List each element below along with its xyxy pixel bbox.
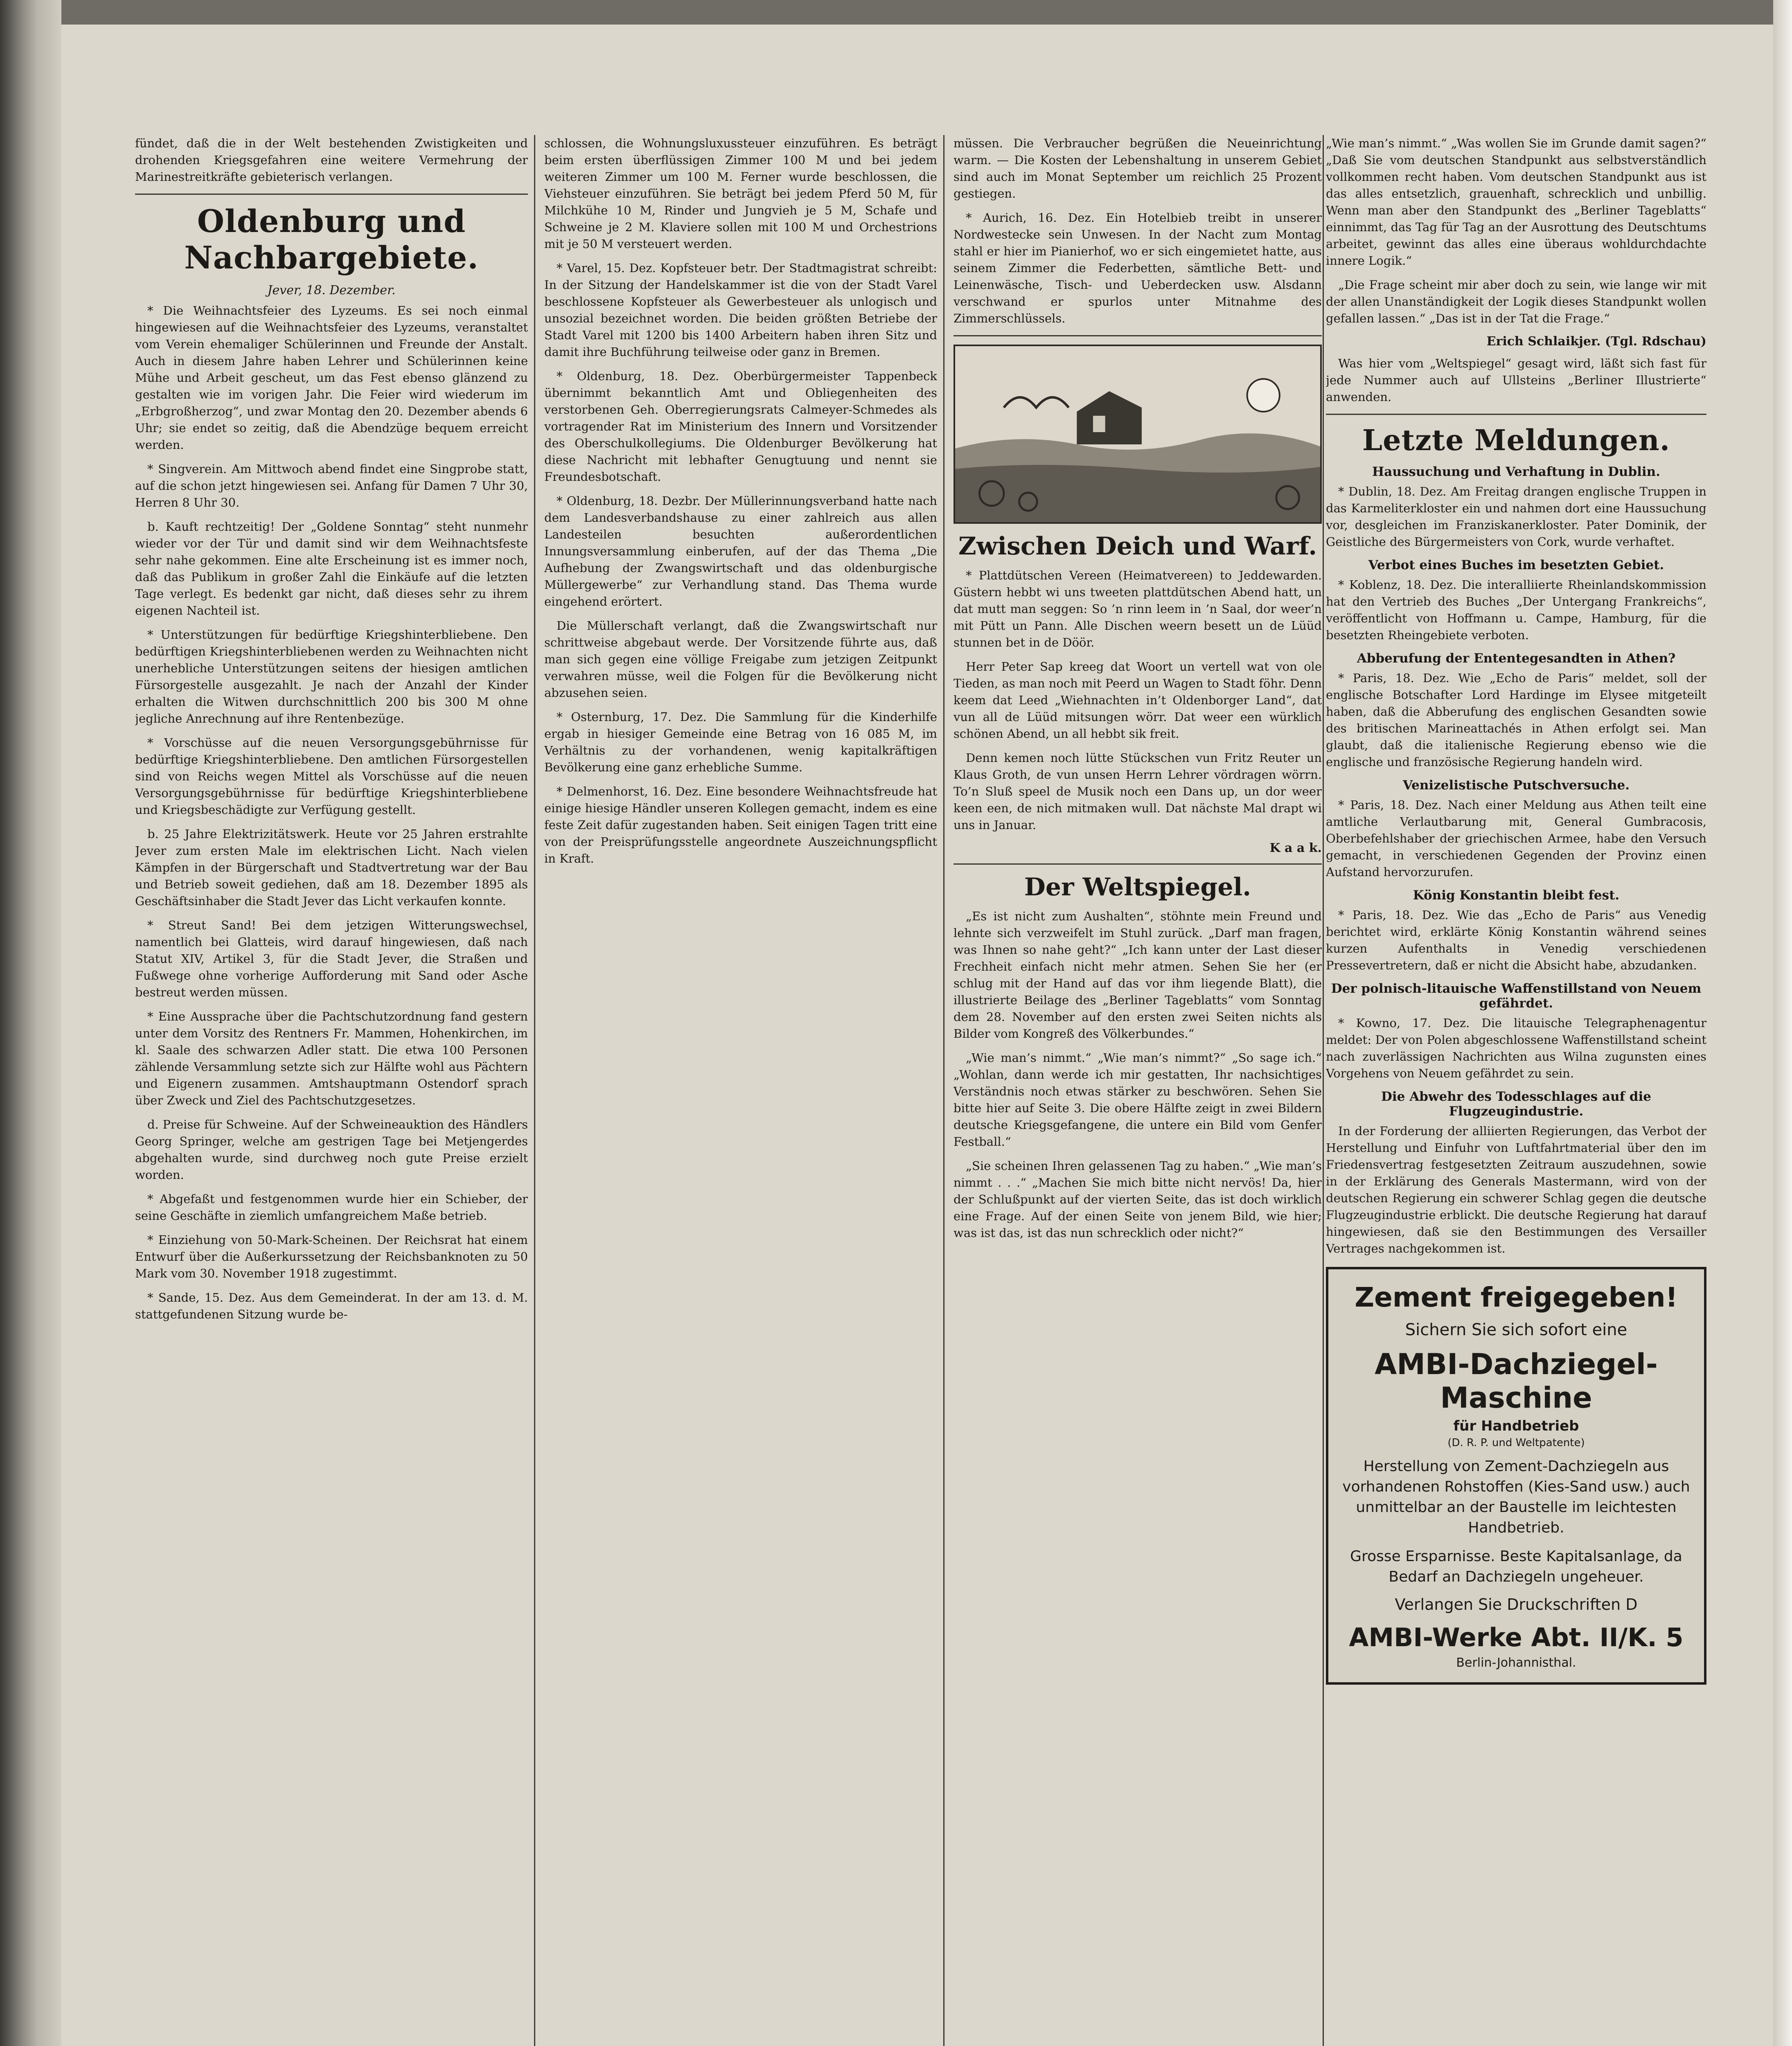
news-item: * Varel, 15. Dez. Kopfsteuer betr. Der Stadtmagistrat schreibt: In der Sitzung der Handelskammer ist die von der Stadt Varel beschlossene Kopfsteuer als Gewerbesteuer als unlogisch und unsozial bezeichnet worden. Die beiden größten Betriebe der Stadt Varel mit 1200 bis 1400 Arbeitern haben ihren Sitz und damit ihre Buchführung teilweise oder ganz in Bremen. [544,261,937,359]
news-item: schlossen, die Wohnungsluxussteuer einzuführen. Es beträgt beim ersten überflüssigen Zimmer 100 M und bei jedem weiteren Zimmer um 100 M. Ferner wurde beschlossen, die Viehsteuer einzuführen. Sie beträgt bei jedem Pferd 50 M, für Milchkühe 10 M, Rinder und Jungvieh je 5 M, Schafe und Schweine je 2 M. Klaviere sollen mit 100 M und Orchestrions mit je 50 M versteuert werden. [544,136,937,251]
news-item: * Oldenburg, 18. Dez. Oberbürgermeister Tappenbeck übernimmt bekanntlich Amt und Obliegenheiten des verstorbenen Geh. Oberregierungsrats Calmeyer-Schmedes als vortragender Rat im Ministerium des Innern und Vorsitzender des Oberschulkollegiums. Die Oldenburger Bevölkerung hat diese Nachricht mit lebhafter Genugtuung und nennt sie Freundesbotschaft. [544,369,937,484]
ad-headline: Zement freigegeben! [1355,1282,1678,1313]
news-item: * Paris, 18. Dez. Nach einer Meldung aus Athen teilt eine amtliche Verlautbarung mit, General Gumbracosis, Oberbefehlshaber der griechischen Armee, habe den Versuch gemacht, in verschiedenen Gegenden der Provinz einen Aufstand hervorzurufen. [1326,798,1706,879]
news-item: Herr Peter Sap kreeg dat Woort un vertell wat von ole Tieden, as man noch mit Peerd un Wagen to Stadt föhr. Denn keem dat Leed „Wiehnachten in’t Oldenborger Land“, dat vun all de Lüüd mitsungen wörr. Dat weer een würklich schönen Abend, un all hebbt sik freit. [953,660,1322,741]
advertisement-ambi [1326,1267,1706,1685]
news-item: d. Preise für Schweine. Auf der Schweineauktion des Händlers Georg Springer, welche am gestrigen Tage bei Metjengerdes abgehalten wurde, sind durchweg noch gute Preise erzielt worden. [135,1118,528,1182]
section-heading-letzte-meldungen: Letzte Meldungen. [1362,423,1670,457]
news-subheading: Venizelistische Putschversuche. [1402,778,1630,793]
landscape-vignette-image [953,345,1322,524]
book-binding [0,0,61,2046]
news-item: „Es ist nicht zum Aushalten“, stöhnte mein Freund und lehnte sich verzweifelt im Stuhl zurück. „Darf man fragen, was Ihnen so nahe geht?“ „Ich kann unter der Last dieser Frechheit einfach nicht mehr atmen. Sehen Sie her (er schlug mit der Hand auf das vor ihm liegende Blatt), die illustrierte Beilage des „Berliner Tageblatts“ vom Sonntag dem 28. November auf den ersten zwei Seiten nichts als Bilder vom Kongreß des Völkerbundes.“ [953,909,1322,1041]
news-item: In der Forderung der alliierten Regierungen, das Verbot der Herstellung und Einfuhr von Luftfahrtmaterial über den im Friedensvertrag festgesetzten Zeitraum auszudehnen, sowie in der Erklärung des Generals Mastermann, wird von der deutschen Regierung ein schwerer Schlag gegen die deutsche Flugzeugindustrie erblickt. Die deutsche Regierung hat darauf hingewiesen, daß sie den Bestimmungen des Versailler Vertrages nachgekommen ist. [1326,1124,1706,1255]
news-subheading: Verbot eines Buches im besetzten Gebiet. [1368,558,1664,572]
news-item: * Die Weihnachtsfeier des Lyzeums. Es sei noch einmal hingewiesen auf die Weihnachtsfeier des Lyzeums, veranstaltet vom Verein ehemaliger Schülerinnen und Freunde der Anstalt. Auch in diesem Jahre haben Lehrer und Schülerinnen keine Mühe und Arbeit gescheut, um das Fest ebenso glänzend zu gestalten wie im vorigen Jahr. Die Feier wird wiederum im „Erbgroßherzog“, und zwar Montag den 20. Dezember abends 6 Uhr; sie endet so zeitig, daß die Abendzüge bequem erreicht werden. [135,304,528,452]
author-signature: Erich Schlaikjer. (Tgl. Rdschau) [1486,334,1706,349]
news-item: * Sande, 15. Dez. Aus dem Gemeinderat. In der am 13. d. M. stattgefundenen Sitzung wurde be- [135,1291,528,1321]
divider [135,194,528,195]
dateline: Jever, 18. Dezember. [267,283,396,297]
news-item: * Vorschüsse auf die neuen Versorgungsgebührnisse für bedürftige Kriegshinterbliebene. Den amtlichen Fürsorgestellen sind von Reichs wegen Mittel als Vorschüsse auf die neuen Versorgungsgebührnisse für bedürftige Kriegshinterbliebene und Kriegsbeschädigte zur Verfügung gestellt. [135,736,528,817]
news-item: * Osternburg, 17. Dez. Die Sammlung für die Kinderhilfe ergab in hiesiger Gemeinde eine Betrag von 16 085 M, im Verhältnis zu der vorhandenen, wenig kapitalkräftigen Bevölkerung eine ganz erhebliche Summe. [544,710,937,774]
news-item: * Dublin, 18. Dez. Am Freitag drangen englische Truppen in das Karmeliterkloster ein und nahmen dort eine Haussuchung vor, desgleichen im Franziskanerkloster. Pater Dominik, der Geistliche des Bürgermeisters von Cork, wurde verhaftet. [1326,484,1706,549]
news-item: „Die Frage scheint mir aber doch zu sein, wie lange wir mit der allen Unanständigkeit der Logik dieses Standpunkt wollen gefallen lassen.“ „Das ist in der Tat die Frage.“ [1326,278,1706,325]
divider [1326,414,1706,415]
section-heading-deich-warf: Zwischen Deich und Warf. [958,532,1317,561]
news-item: „Wie man’s nimmt.“ „Was wollen Sie im Grunde damit sagen?“ „Daß Sie vom deutschen Standpunkt aus selbstverständlich vollkommen recht haben. Vom deutschen Standpunkt aus ist das alles entsetzlich, grauenhaft, schrecklich und unbillig. Wenn man aber den Standpunkt des „Berliner Tageblatts“ einnimmt, das Tag für Tag an der Ausrottung des Deutschtums arbeitet, gewinnt das alles eine überaus wohldurchdachte innere Logik.“ [1326,136,1706,268]
news-item: * Aurich, 16. Dez. Ein Hotelbieb treibt in unserer Nordwestecke sein Unwesen. In der Nacht zum Montag stahl er hier im Pianierhof, wo er sich eingemietet hatte, aus seinem Zimmer die Federbetten, sämtliche Bett- und Leinenwäsche, Tisch- und Ueberdecken usw. Alsdann verschwand er spurlos unter Mitnahme des Zimmerschlüssels. [953,211,1322,325]
article-continuation: fündet, daß die in der Welt bestehenden Zwistigkeiten und drohenden Kriegsgefahren eine weitere Vermehrung der Marinestreitkräfte gebieterisch verlangen. [135,136,528,184]
column-4 [1326,135,1706,2046]
column-rule [943,135,944,2046]
news-item: * Paris, 18. Dez. Wie das „Echo de Paris“ aus Venedig berichtet wird, erklärte König Konstantin während seines kurzen Aufenthalts in Venedig verschiedenen Pressevertretern, daß er nicht die Absicht habe, abzudanken. [1326,908,1706,972]
news-item: * Abgefaßt und festgenommen wurde hier ein Schieber, der seine Geschäfte in ziemlich umfangreichem Maße betrieb. [135,1192,528,1223]
news-item: * Koblenz, 18. Dez. Die interalliierte Rheinlandskommission hat den Vertrieb des Buches „Der Untergang Frankreichs“, veröffentlicht von Hoffmann u. Campe, Hamburg, für die besetzten Rheingebiete verboten. [1326,578,1706,642]
news-item: Was hier vom „Weltspiegel“ gesagt wird, läßt sich fast für jede Nummer auch auf Ullsteins „Berliner Illustrierte“ anwenden. [1326,356,1706,404]
vignette-illustration [955,346,1320,522]
section-heading-weltspiegel: Der Weltspiegel. [1024,873,1251,901]
news-subheading: Abberufung der Ententegesandten in Athen? [1357,651,1676,666]
ad-company-name: AMBI-Werke Abt. II/K. 5 [1349,1622,1684,1652]
section-heading-oldenburg: Oldenburg und Nachbargebiete. [184,203,479,276]
ad-address: Berlin-Johannisthal. [1456,1656,1576,1670]
news-item: * Paris, 18. Dez. Wie „Echo de Paris“ meldet, soll der englische Botschafter Lord Hardinge im Elysee mitgeteilt haben, daß die Abberufung des englischen Gesandten sowie des britischen Marineattachés in Athen erfolgt sei. Man glaubt, daß die italienische Regierung ebenso wie die englische und französische Regierung handeln wird. [1326,671,1706,769]
news-item: * Singverein. Am Mittwoch abend findet eine Singprobe statt, auf die schon jetzt hingewiesen sei. Anfang für Damen 7 Uhr 30, Herren 8 Uhr 30. [135,462,528,509]
news-item: * Delmenhorst, 16. Dez. Eine besondere Weihnachtsfreude hat einige hiesige Händler unseren Kollegen gemacht, indem es eine feste Zeit dafür zugestanden haben. Seit einigen Tagen tritt eine von der Preisprüfungsstelle angeordnete Auszeichnungspflicht in Kraft. [544,784,937,865]
divider [953,335,1322,336]
ad-text: Grosse Ersparnisse. Beste Kapitalsanlage, da Bedarf an Dachziegeln ungeheuer. [1350,1548,1682,1585]
ad-text: Verlangen Sie Druckschriften D [1395,1595,1638,1613]
news-subheading: König Konstantin bleibt fest. [1413,888,1620,903]
ad-text: Herstellung von Zement-Dachziegeln aus vorhandenen Rohstoffen (Kies-Sand usw.) auch unmittelbar an der Baustelle im leichtesten Handbetrieb. [1342,1458,1690,1536]
news-item: * Streut Sand! Bei dem jetzigen Witterungswechsel, namentlich bei Glatteis, wird darauf hingewiesen, daß nach Statut XIV, Artikel 3, für die Stadt Jever, die Straßen und Fußwege ohne vorherige Aufforderung mit Sand oder Asche bestreut werden müssen. [135,918,528,999]
news-subheading: Haussuchung und Verhaftung in Dublin. [1372,464,1661,479]
news-item: * Oldenburg, 18. Dezbr. Der Müllerinnungsverband hatte nach dem Landesverbandshause zu einer zahlreich aus allen Landesteilen besuchten außerordentlichen Innungsversammlung einberufen, auf der das Thema „Die Aufhebung der Zwangswirtschaft und das oldenburgische Müllergewerbe“ zur Verhandlung stand. Das Thema wurde eingehend erörtert. [544,494,937,608]
ad-text: für Handbetrieb [1453,1418,1579,1434]
ad-product-name: AMBI-Dachziegel-Maschine [1375,1347,1658,1415]
page-edge [1773,0,1792,2046]
column-2 [544,135,937,2046]
column-1 [135,135,528,2046]
news-item: „Wie man’s nimmt.“ „Wie man’s nimmt?“ „So sage ich.“ „Wohlan, dann werde ich mir gestatten, Ihr nachsichtiges Verständnis noch etwas stärker zu beschwören. Sehen Sie bitte hier auf Seite 3. Die obere Hälfte zeigt in zwei Bildern deutsche Kriegsgefangene, die untere ein Bild vom Genfer Festball.“ [953,1051,1322,1149]
news-item: * Einziehung von 50-Mark-Scheinen. Der Reichsrat hat einem Entwurf über die Außerkurssetzung der Reichsbanknoten zu 50 Mark vom 30. November 1918 zugestimmt. [135,1233,528,1280]
column-rule [1323,135,1324,2046]
news-item: * Kowno, 17. Dez. Die litauische Telegraphenagentur meldet: Der von Polen abgeschlossene Waffenstillstand scheint nach zuverlässigen Nachrichten aus Wilna zugunsten eines Vorgehens von Neuem gefährdet zu sein. [1326,1016,1706,1080]
news-item: müssen. Die Verbraucher begrüßen die Neueinrichtung warm. — Die Kosten der Lebenshaltung in unserem Gebiet sind auch im Monat September um reichlich 25 Prozent gestiegen. [953,136,1322,201]
column-rule [534,135,535,2046]
author-signature: K a a k. [1269,841,1322,855]
ad-text: (D. R. P. und Weltpatente) [1447,1437,1585,1449]
news-item: Die Müllerschaft verlangt, daß die Zwangswirtschaft nur schrittweise abgebaut werde. Der Vorsitzende führte aus, daß man sich gegen eine völlige Freigabe zum jetzigen Zeitpunkt verwahren müsse, weil die Folgen für die Bevölkerung nicht abzusehen seien. [544,619,937,700]
news-item: Denn kemen noch lütte Stückschen vun Fritz Reuter un Klaus Groth, de vun unsen Herrn Lehrer vördragen wörrn. To’n Sluß speel de Musik noch een Dans up, un dor weer keen een, de nich mitmaken wull. Dat nächste Mal drapt wi uns in Januar. [953,751,1322,832]
column-3 [953,135,1322,2046]
news-item: * Plattdütschen Vereen (Heimatvereen) to Jeddewarden. Güstern hebbt wi uns tweeten plattdütschen Abend hatt, un dat mutt man seggen: So ’n rinn leem in ’n Saal, dor weer’n mit Pütt un Pann. Alle Dischen weern besett un de Lüüd stunnen bet in de Döör. [953,568,1322,649]
news-subheading: Die Abwehr des Todesschlages auf die Flugzeugindustrie. [1381,1089,1651,1119]
ad-text: Sichern Sie sich sofort eine [1405,1320,1627,1339]
divider [953,863,1322,865]
news-subheading: Der polnisch-litauische Waffenstillstand von Neuem gefährdet. [1331,981,1702,1011]
news-item: „Sie scheinen Ihren gelassenen Tag zu haben.“ „Wie man’s nimmt . . .“ „Machen Sie mich bitte nicht nervös! Da, hier der Schlußpunkt auf der vierten Seite, das ist doch wirklich eine Frage. Auf der einen Seite von jenem Bild, wie hier; was ist das, ist das nun schrecklich oder nicht?“ [953,1159,1322,1240]
news-item: * Eine Aussprache über die Pachtschutzordnung fand gestern unter dem Vorsitz des Rentners Fr. Mammen, Hohenkirchen, im kl. Saale des schwarzen Adler statt. Die etwa 100 Personen zählende Versammlung setzte sich zur Hälfte wohl aus Pächtern und Eigenern zusammen. Amtshauptmann Ostendorf sprach über Zweck und Ziel des Pachtschutzgesetzes. [135,1009,528,1107]
news-item: b. Kauft rechtzeitig! Der „Goldene Sonntag“ steht nunmehr wieder vor der Tür und damit sind wir dem Weihnachtsfeste sehr nahe gekommen. Eine alte Erscheinung ist es immer noch, daß das Publikum in großer Zahl die Einkäufe auf die letzten Tage verlegt. Es bedenkt gar nicht, daß dieses sehr zu ihrem eigenen Nachteil ist. [135,520,528,617]
news-item: * Unterstützungen für bedürftige Kriegshinterbliebene. Den bedürftigen Kriegshinterbliebenen werden zu Weihnachten nicht unerhebliche Unterstützungen seitens der hiesigen amtlichen Fürsorgestelle ausgezahlt. Je nach der Anzahl der Kinder erhalten die Witwen durchschnittlich 200 bis 300 M ohne jegliche Anrechnung auf ihre Rentenbezüge. [135,628,528,726]
news-item: b. 25 Jahre Elektrizitätswerk. Heute vor 25 Jahren erstrahlte Jever zum ersten Male im elektrischen Licht. Nach vielen Kämpfen in der Bürgerschaft und Stadtvertretung war der Bau und Betrieb soweit gediehen, daß am 18. Dezember 1895 als Geschäftsinhaber die Stadt Jever das Licht verkaufen konnte. [135,827,528,908]
